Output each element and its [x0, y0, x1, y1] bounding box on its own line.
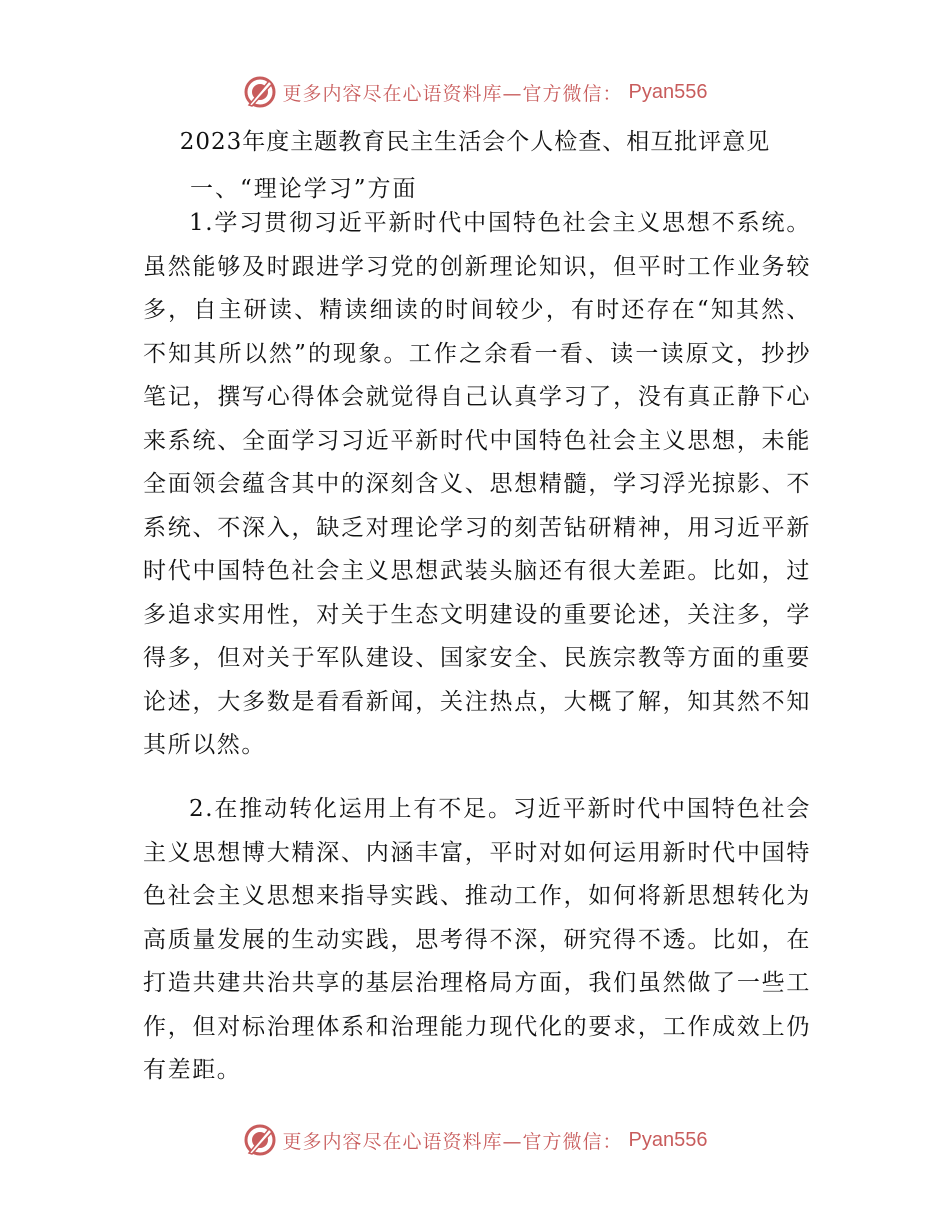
paragraph-1: 1.学习贯彻习近平新时代中国特色社会主义思想不系统。虽然能够及时跟进学习党的创新理论知识，但平时工作业务较多，自主研读、精读细读的时间较少，有时还存在“知其然、不知其所以然”的现象。工作之余看一看、读一读原文，抄抄笔记，撰写心得体会就觉得自己认真学习了，没有真正静下心来系统、全面学习习近平新时代中国特色社会主义思想，未能全面领会蕴含其中的深刻含义、思想精髓，学习浮光掠影、不系统、不深入，缺乏对理论学习的刻苦钻研精神，用习近平新时代中国特色社会主义思想武装头脑还有很大差距。比如，过多追求实用性，对关于生态文明建设的重要论述，关注多，学得多，但对关于军队建设、国家安全、民族宗教等方面的重要论述，大多数是看看新闻，关注热点，大概了解，知其然不知其所以然。 — [143, 210, 811, 758]
section-heading: 一、“理论学习”方面 — [190, 176, 418, 202]
watermark-header — [0, 72, 950, 112]
watermark-text: 更多内容尽在心语资料库—官方微信： — [282, 1130, 623, 1153]
watermark-brand: Pyan556 — [628, 1128, 708, 1151]
watermark-footer — [0, 1120, 950, 1160]
watermark-brand: Pyan556 — [628, 80, 708, 103]
watermark-text: 更多内容尽在心语资料库—官方微信： — [282, 82, 623, 105]
quill-seal-icon — [243, 75, 277, 109]
document-title: 2023年度主题教育民主生活会个人检查、相互批评意见 — [179, 129, 771, 155]
quill-seal-icon — [243, 1123, 277, 1157]
paragraph-2: 2.在推动转化运用上有不足。习近平新时代中国特色社会主义思想博大精深、内涵丰富，平时对如何运用新时代中国特色社会主义思想来指导实践、推动工作，如何将新思想转化为高质量发展的生动实践，思考得不深，研究得不透。比如，在打造共建共治共享的基层治理格局方面，我们虽然做了一些工作，但对标治理体系和治理能力现代化的要求，工作成效上仍有差距。 — [143, 796, 811, 1083]
